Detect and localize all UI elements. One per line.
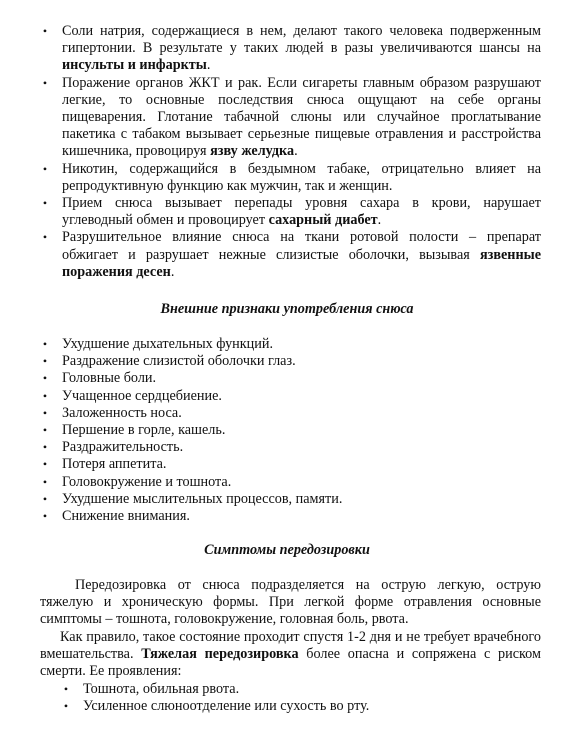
item-text: Раздражение слизистой оболочки глаз. [62,353,296,370]
item-text-end: . [170,263,175,280]
overdose-paragraph-1: Передозировка от снюса подразделяется на острую легкую, острую тяжелую и хроническую формы. При легкой форме отравления основные симптомы – тошнота, головокружение, головная боль, рвота. [40,577,541,628]
bullet: • [42,337,48,351]
signs-list [0,336,375,525]
bullet: • [42,196,48,211]
list-item [0,161,574,195]
item-bold-text: инсульты и инфаркты [62,57,207,74]
item-text: Учащенное сердцебиение. [62,387,222,404]
bullet: • [42,388,48,403]
bullet: • [42,423,48,438]
bullet: • [42,509,48,524]
bullet: • [42,457,48,472]
list-item [0,508,375,525]
bullet: • [42,230,48,245]
list-item [0,439,375,456]
health-effects-list [0,23,574,281]
bullet: • [42,371,48,386]
item-text: Ухудшение дыхательных функций. [62,336,273,352]
item-bold-text: язву желудка [210,143,295,160]
list-item [0,75,574,161]
item-text: Потеря аппетита. [62,456,167,473]
item-text: Головные боли. [62,370,157,387]
list-item [0,422,375,439]
bullet: • [42,440,48,455]
list-item [0,681,402,698]
paragraph-text: Как правило, такое состояние проходит спустя 1-2 дня и не требует врачебного вмешательства. [40,629,541,663]
list-item [0,23,574,75]
list-item [0,474,375,491]
item-bold-text: сахарный диабет [268,212,378,229]
overdose-paragraph-2 [40,629,541,681]
list-item [0,405,375,422]
bullet: • [42,161,48,176]
item-text: Першение в горле, кашель. [62,422,226,439]
item-text: Заложенность носа. [62,404,182,421]
item-text-end: . [294,143,298,160]
item-text: Тошнота, обильная рвота. [83,681,240,697]
bullet: • [42,75,48,90]
bullet: • [63,682,69,696]
list-item [0,229,574,281]
bullet: • [63,699,69,714]
item-text: Поражение органов ЖКТ и рак. Если сигареты главным образом разрушают легкие, то основные последствия снюса ощущают на себе органы пищеварения. Глотание табачной слюны или случайное проглатывание пакетика с табаком вызывает серьезные пищевые отравления и расстройства кишечника, провоцируя [62,74,541,160]
severe-symptoms-list [0,681,402,715]
list-item [0,491,375,508]
item-text-end: . [377,212,382,229]
list-item [0,370,375,387]
item-text: Раздражительность. [62,439,184,456]
list-item [0,456,375,473]
list-item [0,698,402,715]
paragraph-text-end: более опасна и сопряжена с риском смерти. Ее проявления: [40,646,541,680]
item-text: Ухудшение мыслительных процессов, памяти. [62,490,343,507]
item-text: Никотин, содержащийся в бездымном табаке, отрицательно влияет на репродуктивную функцию как мужчин, так и женщин. [62,160,541,194]
list-item [0,353,375,370]
signs-heading: Внешние признаки употребления снюса [160,301,414,317]
bullet: • [42,354,48,369]
bullet: • [42,474,48,489]
item-text: Разрушительное влияние снюса на ткани ротовой полости – препарат обжигает и разрушает нежные слизистые оболочки, вызывая [62,229,541,263]
bullet: • [42,491,48,506]
bullet: • [42,24,48,38]
list-item [0,195,574,229]
list-item [0,336,375,353]
item-text: Снижение внимания. [62,508,190,525]
item-text: Соли натрия, содержащиеся в нем, делают такого человека подверженным гипертонии. В результате у таких людей в разы увеличиваются шансы на [62,23,541,57]
list-item [0,388,375,405]
paragraph-bold-text: Тяжелая передозировка [141,646,299,663]
item-text-end: . [206,57,211,74]
item-text: Прием снюса вызывает перепады уровня сахара в крови, нарушает углеводный обмен и провоцирует [62,195,541,229]
bullet: • [42,405,48,420]
item-bold-text: язвенные поражения десен [62,246,541,280]
item-text: Головокружение и тошнота. [62,473,232,490]
overdose-heading: Симптомы передозировки [204,542,370,558]
item-text: Усиленное слюноотделение или сухость во рту. [83,698,370,715]
